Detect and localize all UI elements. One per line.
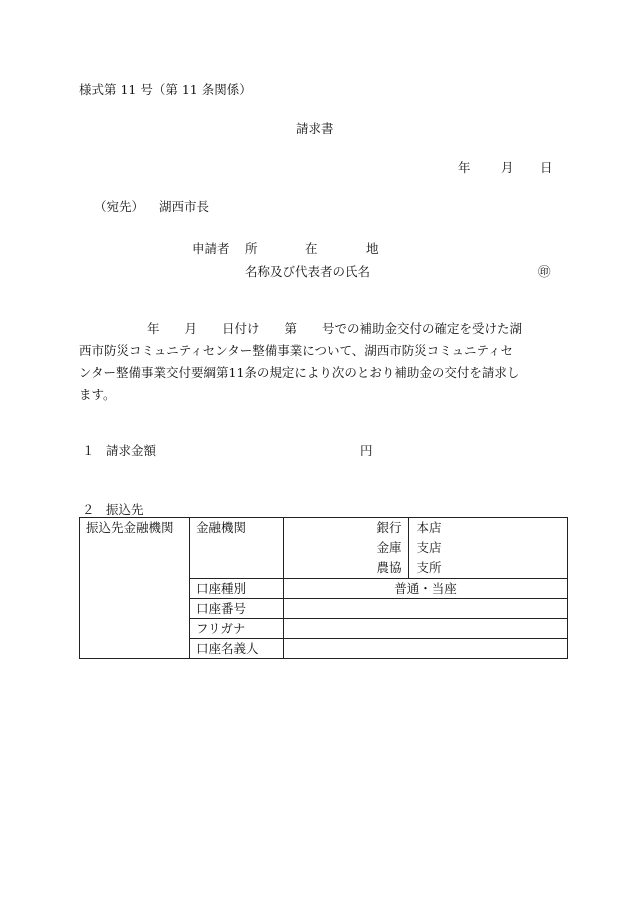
account-type-value[interactable]: 普通・当座 <box>284 579 568 599</box>
seal-mark: ㊞ <box>538 264 551 279</box>
bank-transfer-table <box>79 517 568 659</box>
account-number-label: 口座番号 <box>190 599 284 619</box>
form-number: 様式第 11 号（第 11 条関係） <box>79 82 252 97</box>
body-line: 西市防災コミュニティセンター整備事業について、湖西市防災コミュニティセ <box>79 343 514 358</box>
account-number-field[interactable] <box>284 599 568 619</box>
account-type-label: 口座種別 <box>190 579 284 599</box>
section1-label: 請求金額 <box>106 443 157 458</box>
section1-number: １ <box>82 443 95 458</box>
branch-type: 本店 <box>408 518 568 538</box>
institution-type: 銀行 <box>376 520 402 535</box>
institution-label: 金融機関 <box>190 518 284 579</box>
body-line: ます。 <box>79 387 116 402</box>
page-title: 請求書 <box>296 121 334 136</box>
applicant-label: 申請者 <box>192 241 230 256</box>
address-char-2: 在 <box>305 241 318 256</box>
furigana-field[interactable] <box>284 619 568 639</box>
body-paragraph <box>79 318 549 406</box>
institution-type: 金庫 <box>376 540 402 555</box>
section2-label: 振込先 <box>106 502 144 517</box>
addressee-name: 湖西市長 <box>159 199 210 214</box>
institution-cell[interactable] <box>284 518 568 579</box>
representative-name-label: 名称及び代表者の氏名 <box>245 264 371 279</box>
branch-type: 支店 <box>408 538 568 558</box>
date-day: 日 <box>540 160 553 175</box>
branch-type: 支所 <box>408 558 568 578</box>
body-line: 年 月 日付け 第 号での補助金交付の確定を受けた湖 <box>147 321 523 336</box>
institution-type-grid <box>284 518 567 578</box>
bank-category-cell: 振込先金融機関 <box>80 518 190 659</box>
account-holder-label: 口座名義人 <box>190 639 284 659</box>
body-line: ンター整備事業交付要綱第11条の規定により次のとおり補助金の交付を請求し <box>79 365 520 380</box>
section1-unit: 円 <box>360 443 373 458</box>
furigana-label: フリガナ <box>190 619 284 639</box>
section2-number: ２ <box>82 502 95 517</box>
institution-type: 農協 <box>376 560 402 575</box>
address-char-1: 所 <box>245 241 258 256</box>
date-month: 月 <box>501 160 514 175</box>
addressee-prefix: （宛先） <box>94 199 145 214</box>
account-holder-field[interactable] <box>284 639 568 659</box>
address-char-3: 地 <box>366 241 379 256</box>
date-year: 年 <box>458 160 471 175</box>
